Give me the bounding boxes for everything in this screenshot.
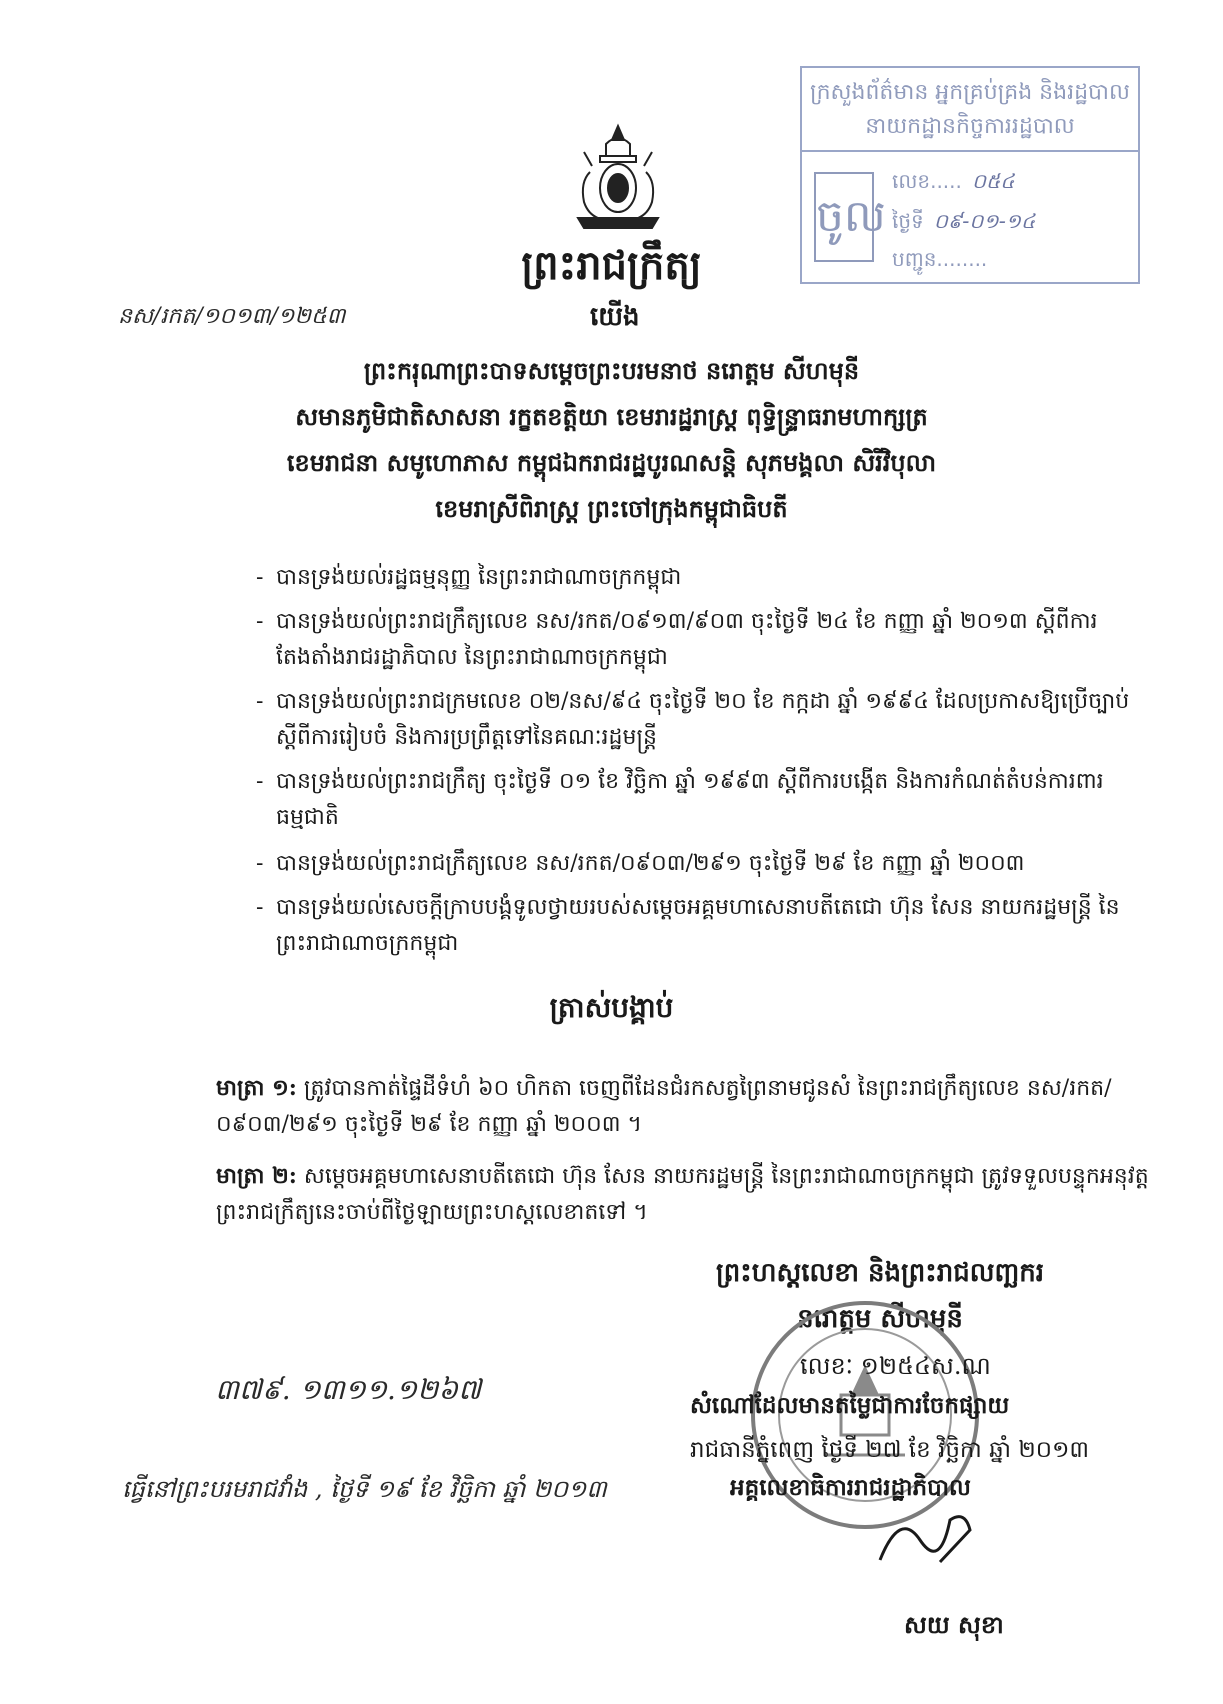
article-1 (216, 1070, 1156, 1143)
consideration-text: បានទ្រង់យល់រដ្ឋធម្មនុញ្ញ នៃព្រះរាជាណាចក្រកម្ពុជា (276, 565, 682, 590)
consideration-text: បានទ្រង់យល់សេចក្តីក្រាបបង្គំទូលថ្វាយរបស់សម្តេចអគ្គមហាសេនាបតីតេជោ ហ៊ុន សែន នាយករដ្ឋមន្ត្រី នៃព្រះរាជាណាចក្រកម្ពុជា (276, 895, 1120, 956)
stamp-date-field (892, 208, 1132, 238)
stamp-entry-field: បញ្ជូន........ (892, 247, 988, 271)
stamp-entry-glyph: ចូល (814, 172, 874, 262)
article-text: សម្តេចអគ្គមហាសេនាបតីតេជោ ហ៊ុន សែន នាយករដ្ឋមន្ត្រី នៃព្រះរាជាណាចក្រកម្ពុជា ត្រូវទទួលបន្ទុកអនុវត្ត ព្រះរាជក្រឹត្យនេះចាប់ពីថ្ងៃឡាយព្រះហស្តលេខាតទៅ ។ (216, 1164, 1149, 1225)
consideration-3: - បានទ្រង់យល់ព្រះរាជក្រមលេខ ០២/នស/៩៤ ចុះថ្ងៃទី ២០ ខែ កក្កដា ឆ្នាំ ១៩៩៤ ដែលប្រកាសឱ្យប្រើច្បាប់ស្តីពីការរៀបចំ និងការប្រព្រឹត្តទៅនៃគណៈរដ្ឋមន្ត្រី (256, 689, 1130, 750)
we-heading: យើង (590, 302, 640, 332)
signature-caption: ព្រះហស្តលេខា និងព្រះរាជលញ្ឆករ (716, 1258, 1044, 1288)
handwritten-signature-icon (870, 1500, 980, 1570)
certified-copy-number: លេខៈ ១២៥៤ស.ណ (800, 1352, 991, 1380)
article-label: មាត្រា ២: (216, 1163, 297, 1189)
stamp-department-line: នាយកដ្ឋានកិច្ចការរដ្ឋបាល (865, 114, 1075, 139)
stamp-number-label: លេខ..... (892, 169, 962, 193)
signature-name: នរោត្តម សីហមុនី (797, 1304, 963, 1334)
consideration-text: បានទ្រង់យល់ព្រះរាជក្រឹត្យ ចុះថ្ងៃទី ០១ ខែ វិច្ឆិកា ឆ្នាំ ១៩៩៣ ស្តីពីការបង្កើត និងការកំណត់តំបន់ការពារធម្មជាតិ (276, 769, 1104, 830)
royal-emblem-icon (570, 122, 666, 232)
decision-title: ត្រាស់បង្គាប់ (549, 991, 674, 1024)
stamp-number-value: ០៥៤ (971, 169, 1015, 193)
consideration-4: - បានទ្រង់យល់ព្រះរាជក្រឹត្យ ចុះថ្ងៃទី ០១ ខែ វិច្ឆិកា ឆ្នាំ ១៩៩៣ ស្តីពីការបង្កើត និងការកំណត់តំបន់ការពារធម្មជាតិ (256, 769, 1104, 830)
certified-copy-title: សំណៅដែលមានតម្លៃជាការចែកផ្សាយ (690, 1392, 1010, 1419)
consideration-text: បានទ្រង់យល់ព្រះរាជក្រឹត្យលេខ នស/រកត/០៩១៣/៩០៣ ចុះថ្ងៃទី ២៤ ខែ កញ្ញា ឆ្នាំ ២០១៣ ស្តីពីការតែងតាំងរាជរដ្ឋាភិបាល នៃព្រះរាជាណាចក្រកម្ពុជា (276, 609, 1098, 670)
royal-title-line-3: ខេមរាជនា សមូហោភាស កម្ពុជឯករាជរដ្ឋបូរណសន្តិ សុភមង្គលា សិរីវិបុលា (286, 448, 937, 477)
consideration-5: - បានទ្រង់យល់ព្រះរាជក្រឹត្យលេខ នស/រកត/០៩០៣/២៩១ ចុះថ្ងៃទី ២៩ ខែ កញ្ញា ឆ្នាំ ២០០៣ (256, 851, 1025, 876)
certified-copy-office: អគ្គលេខាធិការរាជរដ្ឋាភិបាល (730, 1474, 971, 1501)
consideration-6: - បានទ្រង់យល់សេចក្តីក្រាបបង្គំទូលថ្វាយរបស់សម្តេចអគ្គមហាសេនាបតីតេជោ ហ៊ុន សែន នាយករដ្ឋមន្ត្រី នៃព្រះរាជាណាចក្រកម្ពុជា (256, 895, 1120, 956)
place-and-date: ធ្វើនៅព្រះបរមរាជវាំង , ថ្ងៃទី ១៩ ខែ វិច្ឆិកា ឆ្នាំ ២០១៣ (122, 1475, 607, 1503)
stamp-number-field (892, 168, 1132, 198)
stamp-ministry-line: ក្រសួងព័ត៌មាន អ្នកគ្រប់គ្រង និងរដ្ឋបាល (810, 80, 1130, 105)
consideration-text: បានទ្រង់យល់ព្រះរាជក្រឹត្យលេខ នស/រកត/០៩០៣/២៩១ ចុះថ្ងៃទី ២៩ ខែ កញ្ញា ឆ្នាំ ២០០៣ (276, 851, 1025, 876)
stamp-date-value: ០៩-០១-១៤ (933, 209, 1036, 233)
consideration-2: - បានទ្រង់យល់ព្រះរាជក្រឹត្យលេខ នស/រកត/០៩១៣/៩០៣ ចុះថ្ងៃទី ២៤ ខែ កញ្ញា ឆ្នាំ ២០១៣ ស្តីពីការតែងតាំងរាជរដ្ឋាភិបាល នៃព្រះរាជាណាចក្រកម្ពុជា (256, 609, 1098, 670)
royal-title-line-1: ព្រះករុណាព្រះបាទសម្តេចព្រះបរមនាថ នរោត្តម សីហមុនី (363, 356, 860, 385)
stamp-date-label: ថ្ងៃទី (892, 209, 924, 233)
consideration-1: - បានទ្រង់យល់រដ្ឋធម្មនុញ្ញ នៃព្រះរាជាណាចក្រកម្ពុជា (256, 565, 682, 590)
royal-title-line-2: សមានភូមិជាតិសាសនា រក្ខតខត្តិយា ខេមរារដ្ឋរាស្ត្រ ពុទ្ធិន្ទ្រាធរាមហាក្សត្រ (295, 402, 928, 431)
royal-title-line-4: ខេមរាស្រីពិរាស្ត្រ ព្រះចៅក្រុងកម្ពុជាធិបតី (435, 494, 788, 523)
certified-copy-date: រាជធានីភ្នំពេញ ថ្ងៃទី ២៧ ខែ វិច្ឆិកា ឆ្នាំ ២០១៣ (690, 1437, 1090, 1463)
handwritten-reference: ៣៧៩. ១៣១១.១២៦៧ (215, 1373, 482, 1406)
article-label: មាត្រា ១: (216, 1075, 297, 1101)
certified-copy-signer: សយ សុខា (904, 1610, 1004, 1639)
reference-number: នស/រកត/១០១៣/១២៥៣ (118, 304, 346, 329)
article-text: ត្រូវបានកាត់ផ្ទៃដីទំហំ ៦០ ហិកតា ចេញពីដែនជំរកសត្វព្រៃនាមជូនសំ នៃព្រះរាជក្រឹត្យលេខ នស/រកត/០៩០៣/២៩១ ចុះថ្ងៃទី ២៩ ខែ កញ្ញា ឆ្នាំ ២០០៣ ។ (216, 1076, 1112, 1137)
stamp-divider (802, 150, 1138, 152)
article-2 (216, 1158, 1156, 1231)
decree-title: ព្រះរាជក្រឹត្យ (521, 242, 702, 289)
consideration-text: បានទ្រង់យល់ព្រះរាជក្រមលេខ ០២/នស/៩៤ ចុះថ្ងៃទី ២០ ខែ កក្កដា ឆ្នាំ ១៩៩៤ ដែលប្រកាសឱ្យប្រើច្បាប់ស្តីពីការរៀបចំ និងការប្រព្រឹត្តទៅនៃគណៈរដ្ឋមន្ត្រី (276, 689, 1130, 750)
